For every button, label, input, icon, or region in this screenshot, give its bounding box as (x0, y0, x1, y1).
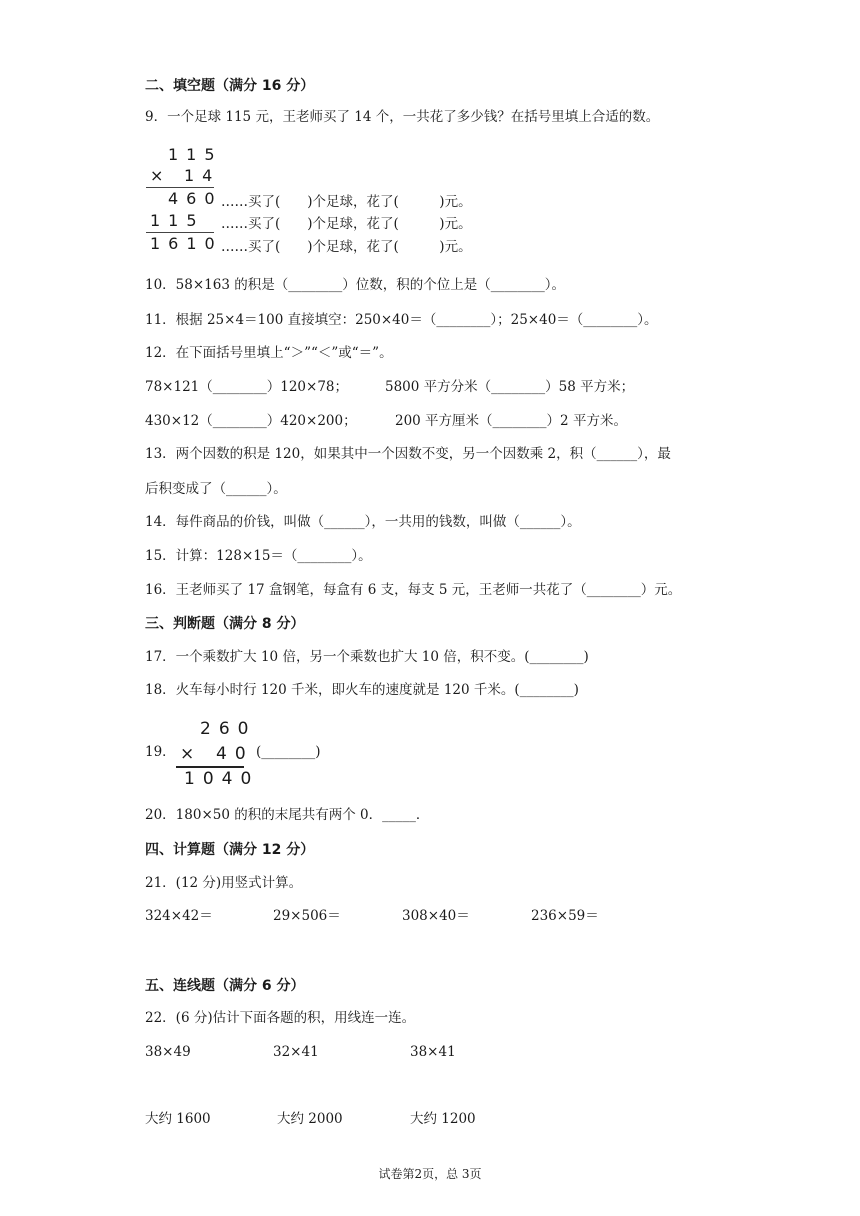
question-20: 20．180×50 的积的末尾共有两个 0．_____． (145, 807, 430, 823)
calc-item-3: 308×40＝ (402, 908, 470, 924)
question-12-item-b2: 200 平方厘米（________）2 平方米。 (395, 413, 627, 429)
q19-multiplier: 40 (216, 744, 254, 764)
calc-item-2: 29×506＝ (273, 908, 341, 924)
calc-item-1: 324×42＝ (145, 908, 213, 924)
page-footer: 试卷第2页，总 3页 (378, 1167, 482, 1181)
q9-partial-product-1: 460 (168, 189, 223, 208)
expression-3: 38×41 (410, 1044, 456, 1060)
question-19-label: 19． (145, 744, 176, 760)
calc-item-4: 236×59＝ (531, 908, 599, 924)
question-18: 18．火车每小时行 120 千米，即火车的速度就是 120 千米。(________) (145, 682, 579, 698)
section-heading-true-false: 三、判断题（满分 8 分） (145, 616, 305, 632)
q9-partial-product-2: 115 (150, 211, 205, 230)
question-11: 11．根据 25×4＝100 直接填空：250×40＝（________）；25×40＝（________）。 (145, 312, 658, 328)
question-12-item-a1: 78×121（________）120×78； (145, 379, 349, 395)
q19-product: 1040 (184, 769, 260, 789)
q9-note-1: ……买了( )个足球，花了( )元。 (221, 194, 472, 210)
estimate-1: 大约 1600 (145, 1111, 211, 1127)
question-9: 9．一个足球 115 元，王老师买了 14 个，一共花了多少钱？在括号里填上合适的数。 (145, 109, 660, 125)
expression-2: 32×41 (273, 1044, 319, 1060)
question-12: 12．在下面括号里填上“＞”“＜”或“＝”。 (145, 345, 393, 361)
question-15: 15．计算：128×15＝（________）。 (145, 548, 372, 564)
q9-multiplier: 14 (184, 166, 221, 185)
question-21: 21．(12 分)用竖式计算。 (145, 875, 303, 891)
estimate-2: 大约 2000 (277, 1111, 343, 1127)
q9-note-3: ……买了( )个足球，花了( )元。 (221, 239, 472, 255)
question-10: 10．58×163 的积是（________）位数，积的个位上是（________）。 (145, 277, 565, 293)
question-13-line-1: 13．两个因数的积是 120，如果其中一个因数不变，另一个因数乘 2，积（______），最 (145, 446, 671, 462)
question-22: 22．(6 分)估计下面各题的积，用线连一连。 (145, 1010, 416, 1026)
question-12-item-b1: 430×12（________）420×200； (145, 413, 357, 429)
section-heading-fill-blank: 二、填空题（满分 16 分） (145, 78, 315, 94)
estimate-3: 大约 1200 (410, 1111, 476, 1127)
q19-line (176, 766, 244, 768)
q9-multiply-sign: × (150, 166, 172, 185)
q19-multiplicand: 260 (200, 719, 257, 739)
section-heading-matching: 五、连线题（满分 6 分） (145, 978, 305, 994)
q9-note-2: ……买了( )个足球，花了( )元。 (221, 216, 472, 232)
q9-line-2 (146, 232, 214, 233)
question-17: 17．一个乘数扩大 10 倍，另一个乘数也扩大 10 倍，积不变。(________) (145, 649, 589, 665)
q9-line-1 (146, 187, 214, 188)
section-heading-calculation: 四、计算题（满分 12 分） (145, 842, 315, 858)
question-13-line-2: 后积变成了（______）。 (145, 481, 287, 497)
question-19-answer: (________) (256, 744, 321, 760)
expression-1: 38×49 (145, 1044, 191, 1060)
question-16: 16．王老师买了 17 盒钢笔，每盒有 6 支，每支 5 元，王老师一共花了（________）元。 (145, 582, 682, 598)
q9-multiplicand: 115 (168, 145, 223, 164)
q19-multiply-sign: × (180, 744, 203, 764)
question-12-item-a2: 5800 平方分米（________）58 平方米； (385, 379, 635, 395)
question-14: 14．每件商品的价钱，叫做（______），一共用的钱数，叫做（______）。 (145, 514, 581, 530)
q9-product: 1610 (150, 234, 223, 253)
